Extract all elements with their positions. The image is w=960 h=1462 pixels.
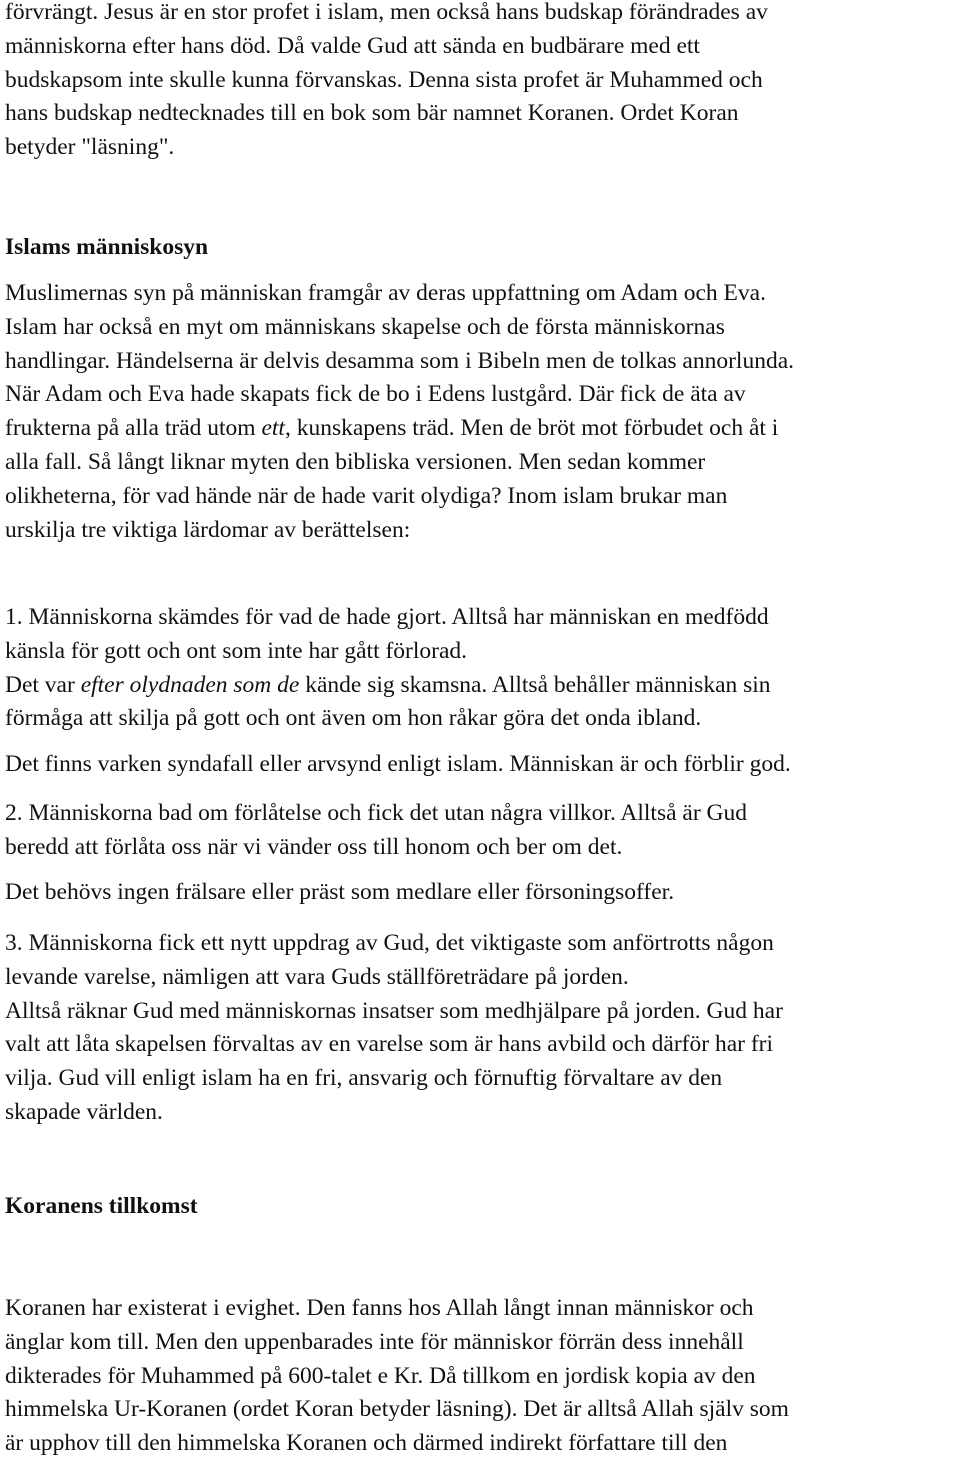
text-line: urskilja tre viktiga lärdomar av berättelsen: xyxy=(5,516,411,543)
text-line: Islam har också en myt om människans skapelse och de första människornas xyxy=(5,313,725,340)
intro-paragraph xyxy=(5,0,955,165)
text-line: vilja. Gud vill enligt islam ha en fri, ansvarig och förnuftig förvaltare av den xyxy=(5,1065,723,1092)
text-line: När Adam och Eva hade skapats fick de bo i Edens lustgård. Där fick de äta av xyxy=(5,381,746,408)
paragraph-manniskosyn xyxy=(5,277,955,547)
section-heading-islams-manniskosyn: Islams människosyn xyxy=(5,234,209,260)
text-line: 3. Människorna fick ett nytt uppdrag av Gud, det viktigaste som anförtrotts någon xyxy=(5,930,774,956)
text-line: himmelska Ur-Koranen (ordet Koran betyder läsning). Det är alltså Allah själv som xyxy=(5,1396,789,1423)
point-2-paragraph xyxy=(5,797,955,865)
text-line: skapade världen. xyxy=(5,1098,163,1125)
text-fragment: kände sig skamsna. Alltså behåller människan sin xyxy=(299,671,771,698)
text-line: Koranen har existerat i evighet. Den fanns hos Allah långt innan människor och xyxy=(5,1295,754,1321)
emphasis-text: efter olydnaden som de xyxy=(80,671,300,698)
text-line: betyder "läsning". xyxy=(5,134,175,161)
text-line: Alltså räknar Gud med människornas insatser som medhjälpare på jorden. Gud har xyxy=(5,997,783,1024)
section-heading-koranens-tillkomst: Koranens tillkomst xyxy=(5,1193,198,1219)
text-fragment: Det var xyxy=(5,671,81,698)
text-line: Det finns varken syndafall eller arvsynd enligt islam. Människan är och förblir god. xyxy=(5,751,791,777)
text-line: alla fall. Så långt liknar myten den bibliska versionen. Men sedan kommer xyxy=(5,448,706,475)
text-line xyxy=(5,412,955,446)
text-line: handlingar. Händelserna är delvis desamma som i Bibeln men de tolkas annorlunda. xyxy=(5,347,795,374)
text-line: förvrängt. Jesus är en stor profet i islam, men också hans budskap förändrades av xyxy=(5,0,768,25)
text-line: Muslimernas syn på människan framgår av deras uppfattning om Adam och Eva. xyxy=(5,280,766,306)
text-line: levande varelse, nämligen att vara Guds ställföreträdare på jorden. xyxy=(5,963,629,990)
point-1-paragraph xyxy=(5,601,955,736)
text-line: dikterades för Muhammed på 600-talet e Kr. Då tillkom en jordisk kopia av den xyxy=(5,1362,756,1389)
text-line: är upphov till den himmelska Koranen och därmed indirekt författare till den xyxy=(5,1430,728,1457)
text-line: beredd att förlåta oss när vi vänder oss till honom och ber om det. xyxy=(5,833,623,860)
text-line: 2. Människorna bad om förlåtelse och fick det utan några villkor. Alltså är Gud xyxy=(5,800,748,826)
text-line xyxy=(5,669,955,703)
text-line: budskapsom inte skulle kunna förvanskas. Denna sista profet är Muhammed och xyxy=(5,66,763,93)
point-1-conclusion xyxy=(5,748,955,782)
point-3-paragraph xyxy=(5,927,955,1130)
text-line: människorna efter hans död. Då valde Gud att sända en budbärare med ett xyxy=(5,32,700,59)
emphasis-text: ett xyxy=(261,415,285,442)
text-line: Det behövs ingen frälsare eller präst som medlare eller försoningsoffer. xyxy=(5,879,675,905)
text-line: 1. Människorna skämdes för vad de hade gjort. Alltså har människan en medfödd xyxy=(5,604,769,630)
text-line: hans budskap nedtecknades till en bok som bär namnet Koranen. Ordet Koran xyxy=(5,100,739,127)
text-fragment: frukterna på alla träd utom xyxy=(5,415,262,442)
text-line: olikheterna, för vad hände när de hade varit olydiga? Inom islam brukar man xyxy=(5,482,728,509)
text-fragment: , kunskapens träd. Men de bröt mot förbudet och åt i xyxy=(284,415,779,442)
text-line: änglar kom till. Men den uppenbarades inte för människor förrän dess innehåll xyxy=(5,1328,744,1355)
text-line: förmåga att skilja på gott och ont även om hon råkar göra det onda ibland. xyxy=(5,705,702,732)
paragraph-koranens-tillkomst xyxy=(5,1292,955,1461)
point-2-conclusion xyxy=(5,876,955,910)
text-line: valt att låta skapelsen förvaltas av en varelse som är hans avbild och därför har fri xyxy=(5,1031,774,1058)
text-line: känsla för gott och ont som inte har gått förlorad. xyxy=(5,637,468,664)
